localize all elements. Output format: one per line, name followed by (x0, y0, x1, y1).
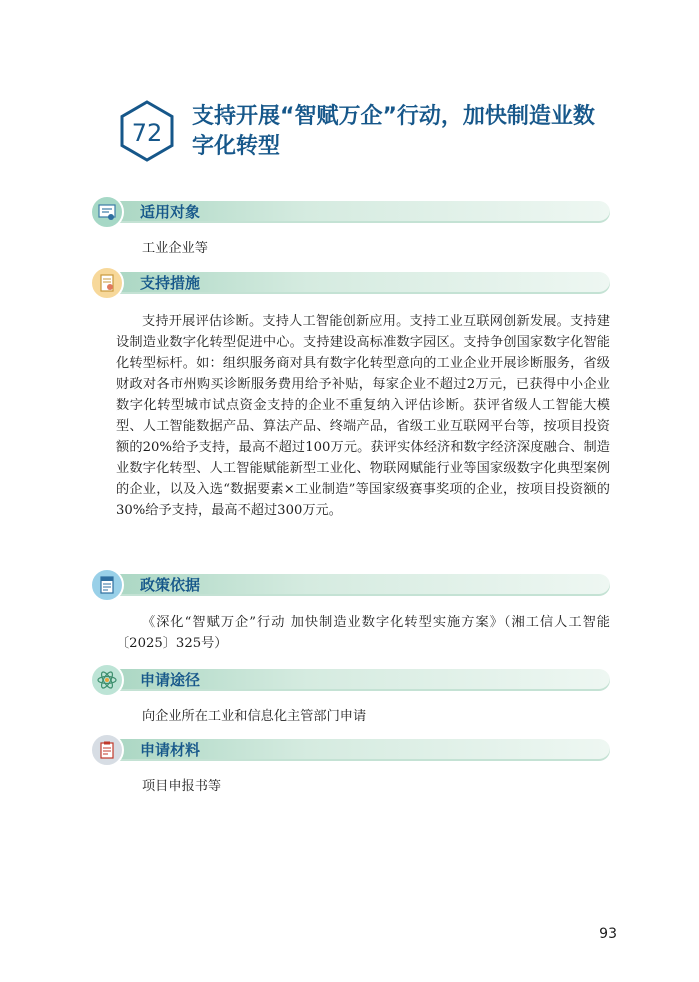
document-seal-icon (90, 266, 124, 300)
policy-title: 支持开展“智赋万企”行动，加快制造业数字化转型 (192, 104, 595, 159)
atom-icon (90, 663, 124, 697)
section-label: 政策依据 (140, 576, 201, 594)
section-text-support-measures: 支持开展评估诊断。支持人工智能创新应用。支持工业互联网创新发展。支持建设制造业数字化转型促进中心。支持建设高标准数字园区。支持争创国家数字化智能化转型标杆。如：组织服务商对具有数字化转型意向的工业企业开展诊断服务，省级财政对各市州购买诊断服务费用给予补贴，每家企业不超过2万元，已获得中小企业数字化转型城市试点资金支持的企业不重复纳入评估诊断。获评省级人工智能大模型、人工智能数据产品、算法产品、终端产品，省级工业互联网平台等，按项目投资额的20%给予支持，最高不超过100万元。获评实体经济和数字经济深度融合、制造业数字化转型、人工智能赋能新型工业化、物联网赋能行业等国家级数字化典型案例的企业，以及入选“数据要素×工业制造”等国家级赛事奖项的企业，按项目投资额的30%给予支持，最高不超过300万元。 (116, 314, 610, 518)
section-label: 支持措施 (140, 274, 201, 292)
policy-document-icon (90, 568, 124, 602)
page-number: 93 (599, 926, 617, 942)
section-text-application-channel: 向企业所在工业和信息化主管部门申请 (142, 709, 367, 724)
clipboard-icon (90, 733, 124, 767)
section-application-channel (90, 664, 610, 698)
target-icon (90, 195, 124, 229)
policy-number: 72 (131, 119, 163, 147)
section-label: 申请途径 (140, 671, 201, 689)
policy-header (116, 100, 636, 164)
section-application-materials (90, 734, 610, 768)
section-text-application-materials: 项目申报书等 (142, 779, 222, 794)
section-text-applicable-targets: 工业企业等 (142, 241, 208, 256)
section-label: 申请材料 (140, 741, 201, 759)
hexagon-number-badge (116, 100, 178, 162)
section-applicable-targets (90, 196, 610, 230)
section-policy-basis (90, 569, 610, 603)
section-text-policy-basis: 《深化“智赋万企”行动 加快制造业数字化转型实施方案》（湘工信人工智能〔2025〕325号） (116, 615, 610, 651)
section-label: 适用对象 (140, 203, 201, 221)
section-support-measures (90, 267, 610, 301)
